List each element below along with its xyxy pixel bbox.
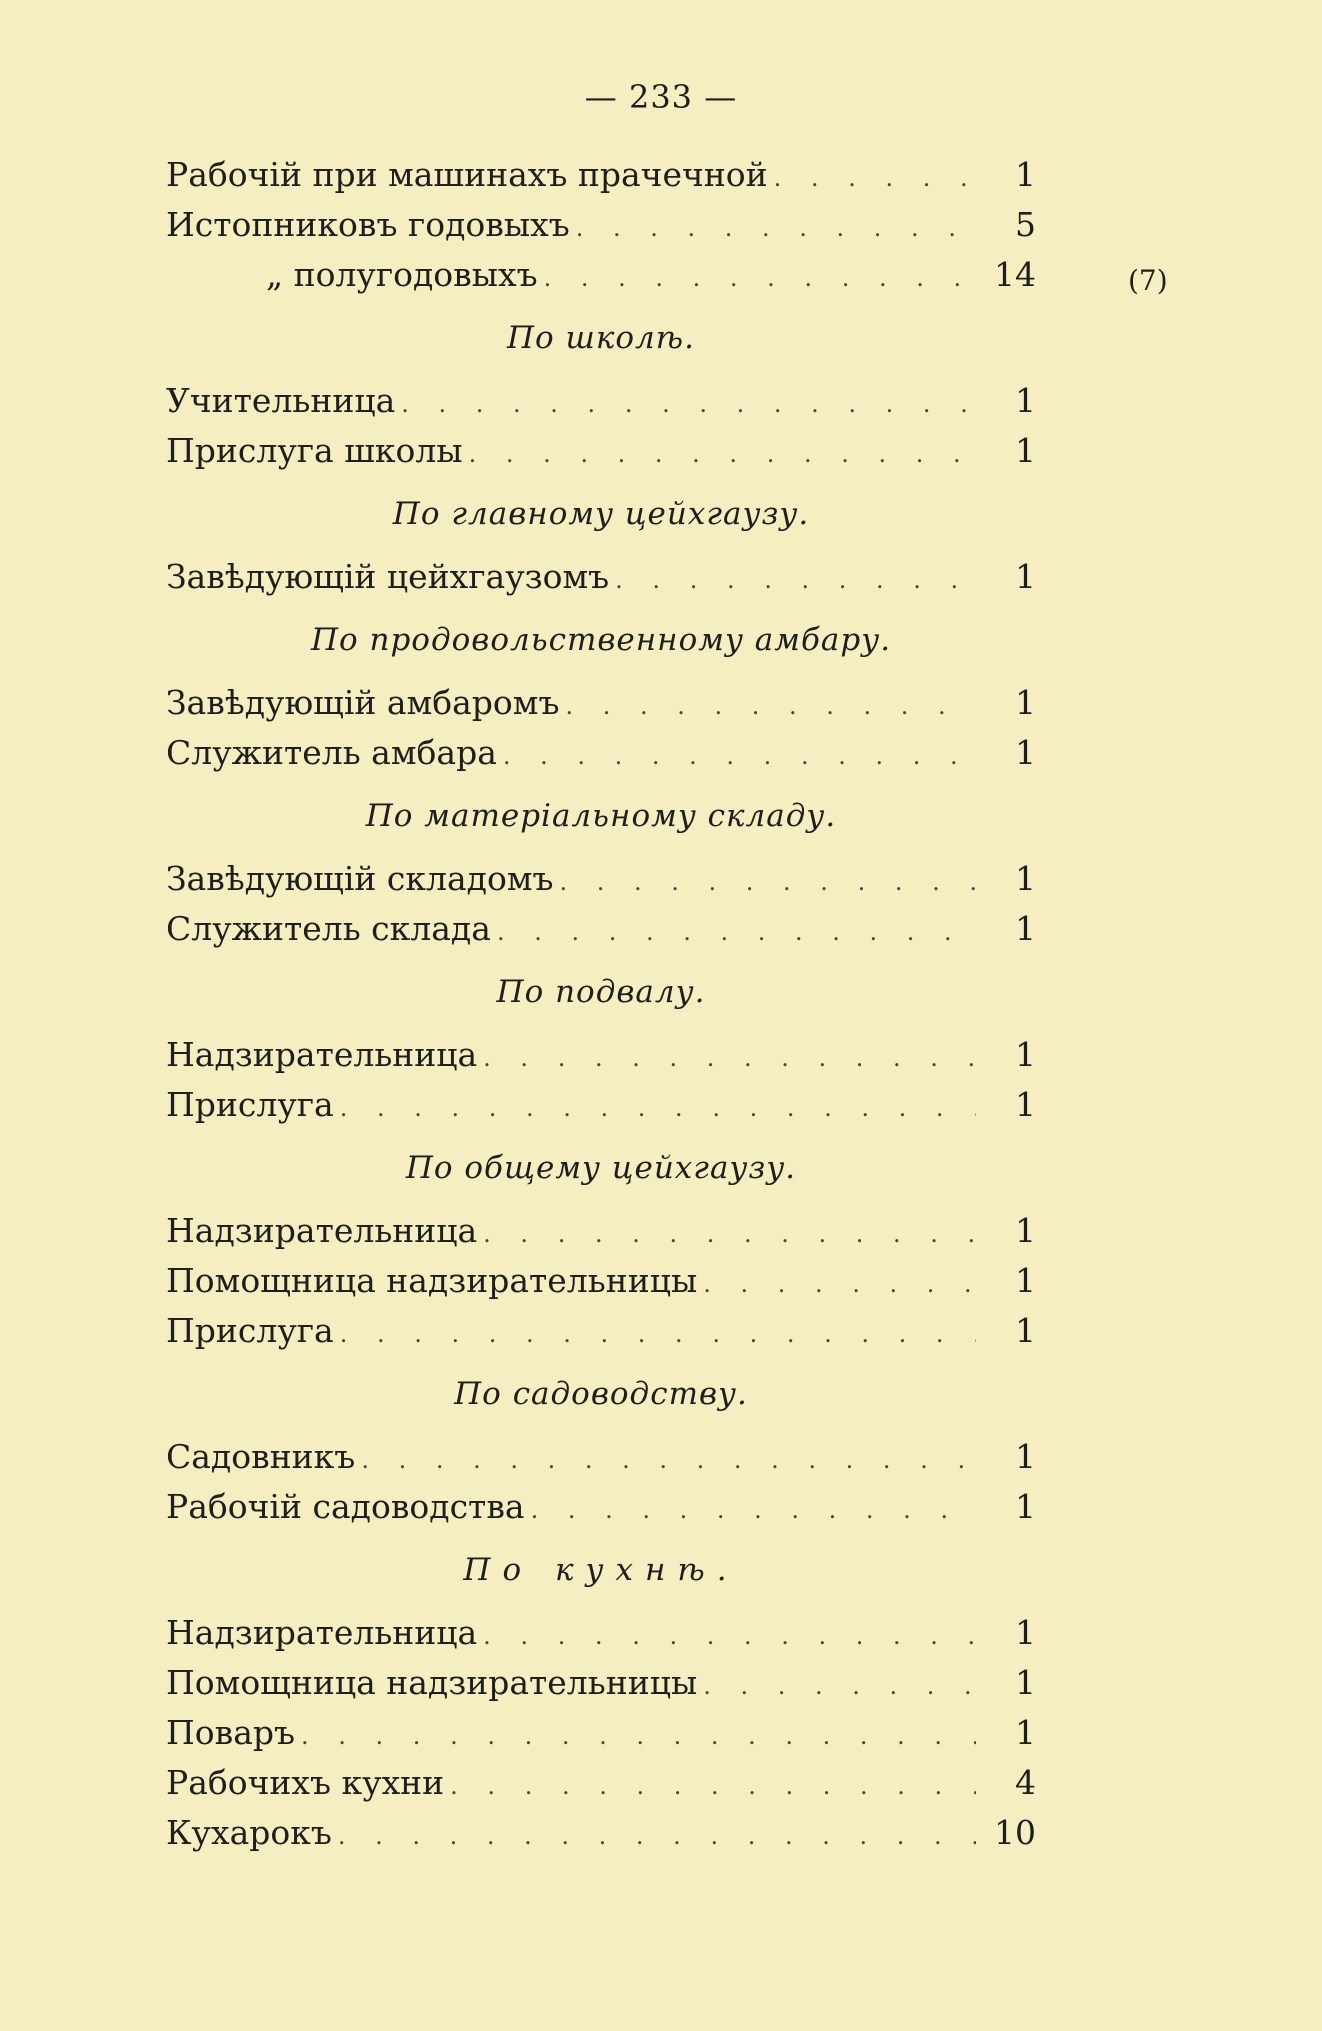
staff-row: [166, 1808, 1036, 1858]
staff-position-label: Рабочихъ кухни: [166, 1763, 445, 1802]
dot-leader: [477, 1209, 976, 1259]
staff-count: 4: [1015, 1763, 1036, 1802]
staff-count: 1: [1015, 1487, 1036, 1526]
dot-leader: [559, 681, 976, 731]
staff-position-label: Поваръ: [166, 1713, 296, 1752]
staff-row: [166, 728, 1036, 778]
staff-position-label: Прислуга школы: [166, 431, 463, 470]
staff-count: 1: [1015, 1713, 1036, 1752]
staff-count: 1: [1015, 1035, 1036, 1074]
staff-row: [166, 678, 1036, 728]
staff-position-label: Надзирательница: [166, 1211, 478, 1250]
staff-count: 1: [1015, 909, 1036, 948]
staff-row: [166, 1432, 1036, 1482]
dot-leader: [463, 429, 976, 479]
staff-count: 1: [1015, 1085, 1036, 1124]
dot-leader: [697, 1661, 976, 1711]
dot-leader: [497, 731, 976, 781]
dot-leader: [332, 1811, 976, 1861]
section-heading: По общему цейхгаузу.: [405, 1150, 797, 1186]
dot-leader: [355, 1435, 976, 1485]
staff-position-label: Надзирательница: [166, 1035, 478, 1074]
staff-position-label: Служитель амбара: [166, 733, 497, 772]
staff-row: [166, 200, 1036, 250]
staff-count: 1: [1015, 683, 1036, 722]
staff-position-label: Садовникъ: [166, 1437, 356, 1476]
staff-row: [166, 1306, 1036, 1356]
staff-count: 1: [1015, 155, 1036, 194]
staff-position-label: Служитель склада: [166, 909, 491, 948]
staff-count: 14: [994, 255, 1036, 294]
section-heading: По главному цейхгаузу.: [392, 496, 810, 532]
staff-position-label: Рабочій при машинахъ прачечной: [166, 155, 768, 194]
margin-note: (7): [1128, 264, 1168, 297]
page-number: — 233 —: [584, 78, 738, 116]
staff-position-label: Учительница: [166, 381, 396, 420]
dot-leader: [295, 1711, 976, 1761]
section-heading: По школѣ.: [506, 320, 696, 356]
staff-count: 1: [1015, 381, 1036, 420]
staff-position-label: Завѣдующій амбаромъ: [166, 683, 560, 722]
staff-row: [166, 854, 1036, 904]
staff-position-label: „ полугодовыхъ: [266, 255, 538, 294]
dot-leader: [477, 1611, 976, 1661]
dot-leader: [768, 153, 976, 203]
staff-row: [166, 1256, 1036, 1306]
staff-position-label: Надзирательница: [166, 1613, 478, 1652]
dot-leader: [334, 1083, 976, 1133]
staff-row: [166, 904, 1036, 954]
staff-count: 1: [1015, 1311, 1036, 1350]
staff-count: 10: [994, 1813, 1036, 1852]
staff-row: [166, 1658, 1036, 1708]
dot-leader: [554, 857, 977, 907]
staff-row: [166, 250, 1036, 300]
staff-position-label: Завѣдующій складомъ: [166, 859, 554, 898]
staff-position-label: Помощница надзирательницы: [166, 1261, 698, 1300]
staff-count: 1: [1015, 1437, 1036, 1476]
staff-row: [166, 1206, 1036, 1256]
dot-leader: [491, 907, 976, 957]
section-heading: По садоводству.: [454, 1376, 748, 1412]
staff-count: 1: [1015, 1211, 1036, 1250]
staff-row: [166, 1708, 1036, 1758]
staff-position-label: Помощница надзирательницы: [166, 1663, 698, 1702]
staff-count: 1: [1015, 557, 1036, 596]
staff-list: [166, 150, 1036, 1858]
staff-count: 5: [1015, 205, 1036, 244]
staff-position-label: Прислуга: [166, 1311, 334, 1350]
staff-row: [166, 1080, 1036, 1130]
dot-leader: [697, 1259, 976, 1309]
dot-leader: [570, 203, 976, 253]
staff-row: [166, 1482, 1036, 1532]
staff-count: 1: [1015, 733, 1036, 772]
section-heading: По подвалу.: [496, 974, 706, 1010]
staff-count: 1: [1015, 1613, 1036, 1652]
staff-row: [166, 1608, 1036, 1658]
staff-position-label: Истопниковъ годовыхъ: [166, 205, 570, 244]
staff-row: [166, 150, 1036, 200]
dot-leader: [395, 379, 976, 429]
staff-row: [166, 1030, 1036, 1080]
dot-leader: [334, 1309, 976, 1359]
staff-count: 1: [1015, 431, 1036, 470]
staff-position-label: Рабочій садоводства: [166, 1487, 525, 1526]
section-heading: По кухнѣ.: [463, 1552, 739, 1588]
staff-count: 1: [1015, 1663, 1036, 1702]
staff-position-label: Кухарокъ: [166, 1813, 332, 1852]
dot-leader: [525, 1485, 976, 1535]
dot-leader: [609, 555, 976, 605]
staff-row: [166, 552, 1036, 602]
staff-row: [166, 1758, 1036, 1808]
section-heading: По матеріальному складу.: [365, 798, 837, 834]
staff-count: 1: [1015, 859, 1036, 898]
dot-leader: [538, 253, 976, 303]
staff-position-label: Завѣдующій цейхгаузомъ: [166, 557, 610, 596]
staff-row: [166, 376, 1036, 426]
dot-leader: [477, 1033, 976, 1083]
section-heading: По продовольственному амбару.: [310, 622, 892, 658]
dot-leader: [444, 1761, 976, 1811]
staff-row: [166, 426, 1036, 476]
staff-position-label: Прислуга: [166, 1085, 334, 1124]
staff-count: 1: [1015, 1261, 1036, 1300]
